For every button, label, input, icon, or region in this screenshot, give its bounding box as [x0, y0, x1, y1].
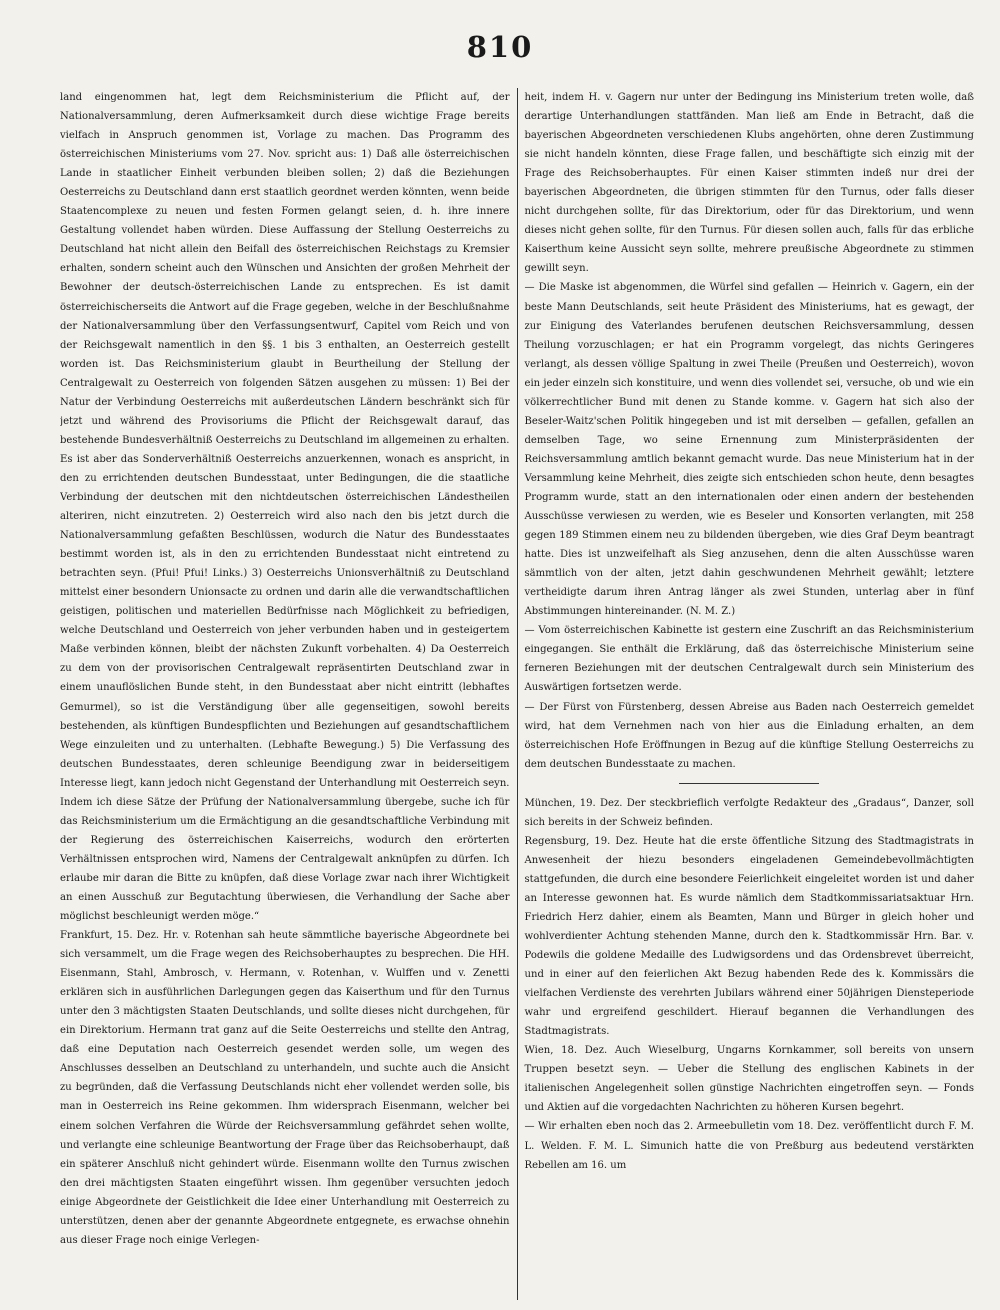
- article-paragraph-wien: Wien, 18. Dez. Auch Wieselburg, Ungarns Kornkammer, soll bereits von unsern Truppen besetzt seyn. — Ueber die Stellung des englischen Kabinets in der italienischen Angelegenheit sollen günstige Nachrichten eingetroffen seyn. — Fonds und Aktien auf die vorgedachten Nachrichten zu höheren Kursen begehrt.: [524, 1045, 974, 1114]
- section-separator: [679, 783, 819, 784]
- article-paragraph-regensburg: Regensburg, 19. Dez. Heute hat die erste öffentliche Sitzung des Stadtmagistrats in Anwesenheit der hiezu besonders eingeladenen Gemeindebevollmächtigten stattgefunden, die durch eine besondere Feierlichkeit eingeleitet worden ist und daher an Interesse gewonnen hat. Es wurde nämlich dem Stadtkommissariatsaktuar Hrn. Friedrich Herz dahier, einem als Beamten, Mann und Bürger in gleich hoher und wohlverdienter Achtung stehenden Manne, durch den k. Stadtkommissär Hrn. Bar. v. Podewils die goldene Medaille des Ludwigsordens und das Ordensbrevet überreicht, und in einer auf den feierlichen Akt Bezug habenden Rede des k. Kommissärs die vielfachen Verdienste des verehrten Jubilars während einer 50jährigen Diensteperiode wahr und ergreifend geschildert. Hierauf begannen die Verhandlungen des Stadtmagistrats.: [524, 835, 974, 1038]
- right-column: [518, 88, 975, 1300]
- article-paragraph-muenchen: München, 19. Dez. Der steckbrieflich verfolgte Redakteur des „Gradaus“, Danzer, soll sich bereits in der Schweiz befinden.: [524, 797, 974, 828]
- article-paragraph: — Wir erhalten eben noch das 2. Armeebulletin vom 18. Dez. veröffentlicht durch F. M. L. Welden. F. M. L. Simunich hatte die von Preßburg aus bedeutend verstärkten Rebellen am 16. um: [524, 1121, 974, 1171]
- article-paragraph: — Der Fürst von Fürstenberg, dessen Abreise aus Baden nach Oesterreich gemeldet wird, hat dem Vernehmen nach von hier aus die Einladung erhalten, an dem österreichischen Hofe Eröffnungen in Bezug auf die künftige Stellung Oesterreichs zu dem deutschen Bundesstaate zu machen.: [524, 701, 974, 770]
- article-paragraph: — Die Maske ist abgenommen, die Würfel sind gefallen — Heinrich v. Gagern, ein der beste Mann Deutschlands, seit heute Präsident des Ministeriums, hat es gewagt, der zur Einigung des Vaterlandes berufenen deutschen Reichsversammlung, dessen Theilung vorzuschlagen; er hat ein Programm vorgelegt, das nichts Geringeres verlangt, als dessen völlige Spaltung in zwei Theile (Preußen und Oesterreich), wovon ein jeder einzeln sich konstituire, und wenn dies vollendet sei, versuche, ob und wie ein völkerrechtlicher Bund mit denen zu Stande komme. v. Gagern hat sich also der Beseler-Waitz'schen Politik hingegeben und ist mit derselben — gefallen, gefallen an demselben Tage, wo seine Ernennung zum Ministerpräsidenten der Reichsversammlung amtlich bekannt gemacht wurde. Das neue Ministerium hat in der Versammlung keine Mehrheit, dies zeigte sich entschieden schon heute, denn besagtes Programm wurde, statt an den internationalen oder einen andern der bestehenden Ausschüsse verwiesen zu werden, wie es Beseler und Konsorten verlangten, mit 258 gegen 189 Stimmen einem neu zu bildenden übergeben, wie dies Graf Deym beantragt hatte. Dies ist unzweifelhaft als Sieg anzusehen, denn die alten Ausschüsse waren sämmtlich von der alten, jetzt dahin geschwundenen Mehrheit gewählt; letztere vertheidigte darum ihren Antrag länger als zwei Stunden, unterlag aber in fünf Abstimmungen hintereinander. (N. M. Z.): [524, 282, 974, 618]
- article-continuation: heit, indem H. v. Gagern nur unter der Bedingung ins Ministerium treten wolle, daß derartige Unterhandlungen stattfänden. Man ließ am Ende in Betracht, daß die bayerischen Abgeordneten verschiedenen Klubs angehörten, ohne deren Zustimmung sie nicht handeln könnten, diese Frage fallen, und beschäftigte sich einzig mit der Frage des Reichsoberhauptes. Für einen Kaiser stimmten indeß nur drei der bayerischen Abgeordneten, die übrigen stimmten für den Turnus, oder falls dieser nicht durchgehen sollte, für das Direktorium, oder für das Direktorium, und wenn dieses nicht gehen sollte, für den Turnus. Für diesen sollen auch, falls für das erbliche Kaiserthum keine Aussicht seyn sollte, mehrere preußische Abgeordnete zu stimmen gewillt seyn.: [524, 92, 974, 275]
- article-paragraph: land eingenommen hat, legt dem Reichsministerium die Pflicht auf, der Nationalversammlung, deren Aufmerksamkeit durch diese wichtige Frage bereits vielfach in Anspruch genommen ist, Vorlage zu machen. Das Programm des österreichischen Ministeriums vom 27. Nov. spricht aus: 1) Daß alle österreichischen Lande in staatlicher Einheit verbunden bleiben sollen; 2) daß die Beziehungen Oesterreichs zu Deutschland dann erst staatlich geordnet werden könnten, wenn beide Staatencomplexe zu neuen und festen Formen gelangt seien, d. h. ihre innere Gestaltung vollendet haben würden. Diese Auffassung der Stellung Oesterreichs zu Deutschland hat nicht allein den Beifall des österreichischen Reichstags zu Kremsier erhalten, sondern scheint auch den Wünschen und Ansichten der großen Mehrheit der Bewohner der deutsch-österreichischen Lande zu entsprechen. Es ist damit österreichischerseits die Antwort auf die Frage gegeben, welche in der Beschlußnahme der Nationalversammlung über den Verfassungsentwurf, Capitel vom Reich und von der Reichsgewalt namentlich in den §§. 1 bis 3 enthalten, an Oesterreich gestellt worden ist. Das Reichsministerium glaubt in Beurtheilung der Stellung der Centralgewalt zu Oesterreich von folgenden Sätzen ausgehen zu müssen: 1) Bei der Natur der Verbindung Oesterreichs mit außerdeutschen Ländern beschränkt sich für jetzt und während des Provisoriums die Pflicht der Reichsgewalt darauf, das bestehende Bundesverhältniß Oesterreichs zu Deutschland im allgemeinen zu erhalten. Es ist aber das Sonderverhältniß Oesterreichs anzuerkennen, wonach es anspricht, in den zu errichtenden deutschen Bundesstaat, unter Bedingungen, die die staatliche Verbindung der deutschen mit den nichtdeutschen österreichischen Ländestheilen alteriren, nicht einzutreten. 2) Oesterreich wird also nach den bis jetzt durch die Nationalversammlung gefaßten Beschlüssen, wodurch die Natur des Bundesstaates bestimmt worden ist, als in den zu errichtenden Bundesstaat nicht eintretend zu betrachten seyn. (Pfui! Pfui! Links.) 3) Oesterreichs Unionsverhältniß zu Deutschland mittelst einer besondern Unionsacte zu ordnen und darin alle die verwandtschaftlichen geistigen, politischen und materiellen Bedürfnisse nach Möglichkeit zu befriedigen, welche Deutschland und Oesterreich von jeher verbunden haben und in gesteigertem Maße verbinden können, bleibt der nächsten Zukunft vorbehalten. 4) Da Oesterreich zu dem von der provisorischen Centralgewalt repräsentirten Deutschland zwar in einem unauflöslichen Bunde steht, in den Bundesstaat aber nicht eintritt (lebhaftes Gemurmel), so ist die Verständigung über alle gegenseitigen, sowohl bereits bestehenden, als künftigen Bundespflichten und Beziehungen auf gesandtschaftlichem Wege einzuleiten und zu unterhalten. (Lebhafte Bewegung.) 5) Die Verfassung des deutschen Bundesstaates, deren schleunige Beendigung zwar in beiderseitigem Interesse liegt, kann jedoch nicht Gegenstand der Unterhandlung mit Oesterreich seyn. Indem ich diese Sätze der Prüfung der Nationalversammlung übergebe, suche ich für das Reichsministerium um die Ermächtigung an die gesandtschaftliche Verbindung mit der Regierung des österreichischen Kaiserreichs, wodurch den erörterten Verhältnissen entsprochen wird, Namens der Centralgewalt anknüpfen zu dürfen. Ich erlaube mir daran die Bitte zu knüpfen, daß diese Vorlage zwar nach ihrer Wichtigkeit an einen Ausschuß zur Begutachtung überwiesen, die Verhandlung der Sache aber möglichst beschleunigt werden möge.“: [60, 92, 510, 923]
- page-number: 810: [466, 30, 534, 64]
- article-paragraph: — Vom österreichischen Kabinette ist gestern eine Zuschrift an das Reichsministerium eingegangen. Sie enthält die Erklärung, daß das österreichische Ministerium seine ferneren Beziehungen mit der deutschen Centralgewalt durch sein Ministerium des Auswärtigen fortsetzen werde.: [524, 625, 974, 694]
- left-column: [60, 88, 517, 1300]
- text-columns: [60, 88, 974, 1300]
- article-paragraph-frankfurt: Frankfurt, 15. Dez. Hr. v. Rotenhan sah heute sämmtliche bayerische Abgeordnete bei sich versammelt, um die Frage wegen des Reichsoberhauptes zu besprechen. Die HH. Eisenmann, Stahl, Ambrosch, v. Hermann, v. Rotenhan, v. Wulffen und v. Zenetti erklären sich in ausführlichen Darlegungen gegen das Kaiserthum und für den Turnus unter den 3 mächtigsten Staaten Deutschlands, und sollte dieses nicht durchgehen, für ein Direktorium. Hermann trat ganz auf die Seite Oesterreichs und stellte den Antrag, daß eine Deputation nach Oesterreich gesendet werden solle, um wegen des Anschlusses desselben an Deutschland zu unterhandeln, und suchte auch die Ansicht zu begründen, daß die Verfassung Deutschlands nicht eher vollendet werden solle, bis man in Oesterreich ins Reine gekommen. Ihm widersprach Eisenmann, welcher bei einem solchen Verfahren die Würde der Reichsversammlung gefährdet sehen wollte, und verlangte eine schleunige Beantwortung der Frage über das Reichsoberhaupt, daß ein späterer Anschluß nicht gehindert würde. Eisenmann wollte den Turnus zwischen den drei mächtigsten Staaten eingeführt wissen. Ihm gegenüber versuchten jedoch einige Abgeordnete der Geistlichkeit die Idee einer Unterhandlung mit Oesterreich zu unterstützen, denen aber der genannte Abgeordnete entgegnete, es erwachse ohnehin aus dieser Frage noch einige Verlegen-: [60, 930, 510, 1246]
